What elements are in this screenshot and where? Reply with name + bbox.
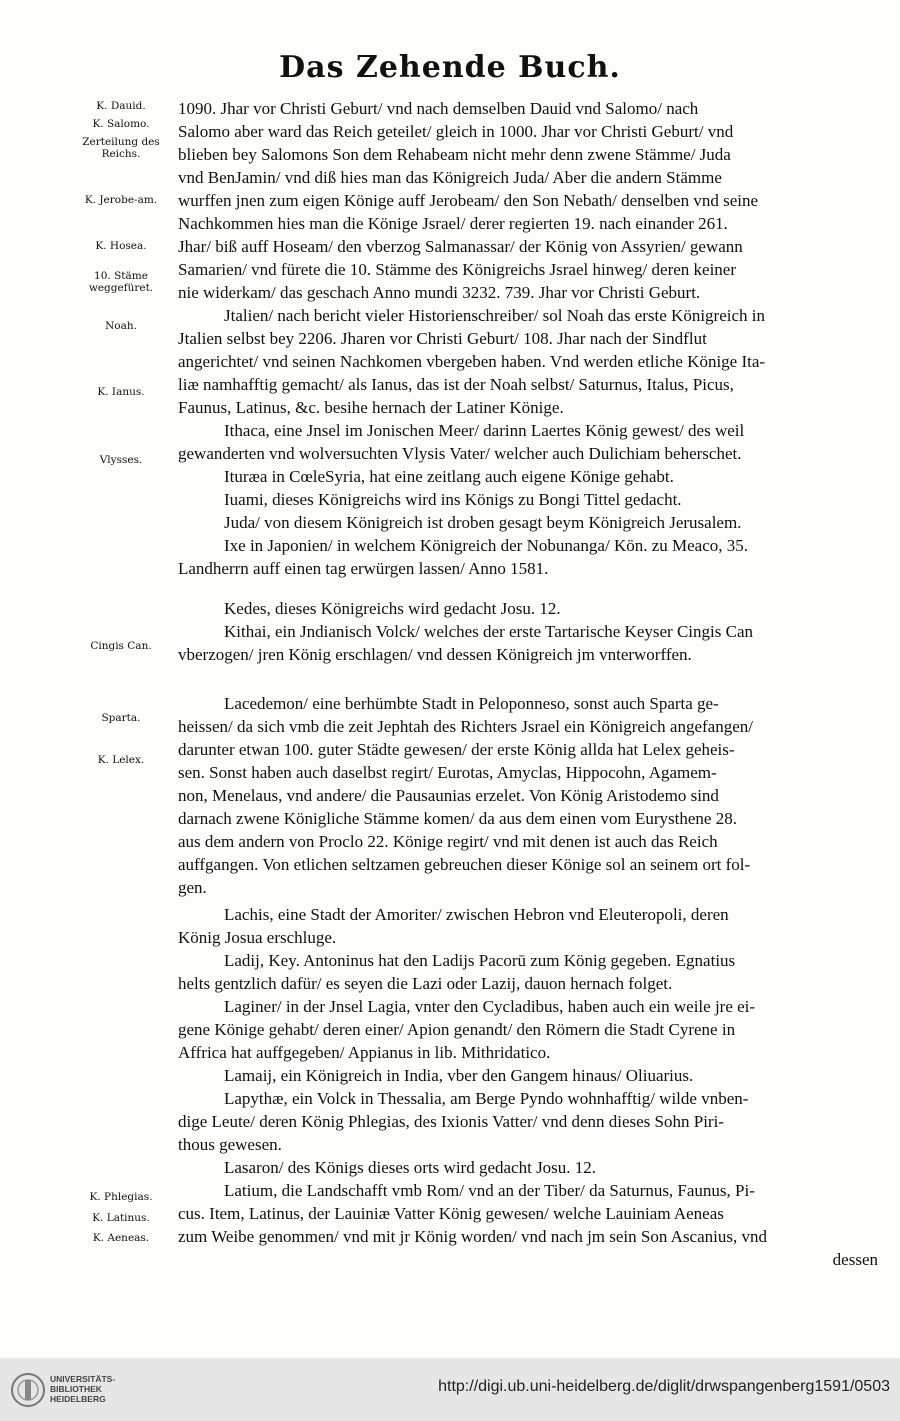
text-line: wurffen jnen zum eigen Könige auff Jerobeam/ den Son Nebath/ denselben vnd seine [178,191,759,210]
text-line: Lapythæ, ein Volck in Thessalia, am Berge Pyndo wohnhafftig/ wilde vnben- [224,1089,749,1108]
text-line: gen. [178,878,207,897]
text-line: Lachis, eine Stadt der Amoriter/ zwischen Hebron vnd Eleuteropoli, deren [224,905,729,924]
margin-note: K. Aeneas. [92,1232,150,1244]
margin-note: Cingis Can. [90,640,152,652]
margin-note: K. Latinus. [92,1212,150,1224]
margin-note: Noah. [105,320,137,332]
text-line: blieben bey Salomons Son dem Rehabeam nicht mehr denn zwene Stämme/ Juda [178,145,731,164]
text-line: Kedes, dieses Königreichs wird gedacht Josu. 12. [224,599,561,618]
margin-note: K. Salomo. [92,118,150,130]
text-line: darunter etwan 100. guter Städte gewesen/ der erste König allda hat Lelex geheis- [178,740,735,759]
text-line: Jtalien selbst bey 2206. Jharen vor Christi Geburt/ 108. Jhar nach der Sindflut [178,329,707,348]
text-line: Faunus, Latinus, &c. besihe hernach der Latiner Könige. [178,398,564,417]
text-line: Ixe in Japonien/ in welchem Königreich der Nobunanga/ Kön. zu Meaco, 35. [224,536,749,555]
text-line: gewanderten vnd wolversuchten Vlysis Vater/ welcher auch Dulichiam beherschet. [178,444,742,463]
text-line: Ithaca, eine Jnsel im Jonischen Meer/ darinn Laertes König gewest/ des weil [224,421,745,440]
text-line: Ituræa in CœleSyria, hat eine zeitlang auch eigene Könige gehabt. [224,467,674,486]
text-line: Samarien/ vnd fürete die 10. Stämme des Königreichs Jsrael hinweg/ deren keiner [178,260,736,279]
text-line: Jtalien/ nach bericht vieler Historienschreiber/ sol Noah das erste Königreich in [224,306,765,325]
text-line: Salomo aber ward das Reich geteilet/ gleich in 1000. Jhar vor Christi Geburt/ vnd [178,122,734,141]
text-line: aus dem andern von Proclo 22. Könige regirt/ vnd mit denen ist auch das Reich [178,832,718,851]
text-line: thous gewesen. [178,1135,282,1154]
library-logo-icon [10,1372,46,1408]
text-line: helts gentzlich dafür/ es seyen die Lazi oder Lazij, dauon hernach folget. [178,974,673,993]
text-line: zum Weibe genommen/ vnd mit jr König worden/ vnd nach jm sein Son Ascanius, vnd [178,1227,767,1246]
text-line: Lasaron/ des Königs dieses orts wird gedacht Josu. 12. [224,1158,597,1177]
text-line: non, Menelaus, vnd andere/ die Pausaunias erzelet. Von König Aristodemo sind [178,786,719,805]
margin-note: K. Lelex. [97,754,145,766]
source-url[interactable]: http://digi.ub.uni-heidelberg.de/diglit/drwspangenberg1591/0503 [438,1378,890,1395]
text-line: Kithai, ein Jndianisch Volck/ welches der erste Tartarische Keyser Cingis Can [224,622,753,641]
text-line: König Josua erschluge. [178,928,337,947]
text-line: Ladij, Key. Antoninus hat den Ladijs Pacorū zum König gegeben. Egnatius [224,951,736,970]
text-line: Laginer/ in der Jnsel Lagia, vnter den Cycladibus, haben auch ein weile jre ei- [224,997,756,1016]
margin-note: 10. Stäme weggefüret. [88,270,154,294]
margin-note: Sparta. [101,712,141,724]
library-name [50,1374,115,1404]
text-line: angerichtet/ vnd seinen Nachkomen vbergeben haben. Vnd werden etliche Könige Ita- [178,352,766,371]
text-line: Landherrn auff einen tag erwürgen lassen/ Anno 1581. [178,559,549,578]
margin-note: K. Jerobe-am. [84,194,158,206]
text-line: vnd BenJamin/ vnd diß hies man das Königreich Juda/ Aber die andern Stämme [178,168,722,187]
text-line: nie widerkam/ das geschach Anno mundi 3232. 739. Jhar vor Christi Geburt. [178,283,701,302]
text-line: Nachkommen hies man die Könige Jsrael/ derer regierten 19. nach einander 261. [178,214,728,233]
text-line: vberzogen/ jren König erschlagen/ vnd dessen Königreich jm vnterworffen. [178,645,692,664]
text-line: 1090. Jhar vor Christi Geburt/ vnd nach demselben Dauid vnd Salomo/ nach [178,99,699,118]
text-line: heissen/ da sich vmb die zeit Jephtah des Richters Jsrael ein Königreich angefangen/ [178,717,753,736]
footer-bar [0,1358,900,1421]
text-line: darnach zwene Königliche Stämme komen/ da aus dem einen vom Eurysthene 28. [178,809,737,828]
text-line: liæ namhafftig gemacht/ als Ianus, das ist der Noah selbst/ Saturnus, Italus, Picus, [178,375,734,394]
text-line: sen. Sonst haben auch daselbst regirt/ Eurotas, Amyclas, Hippocohn, Agamem- [178,763,717,782]
text-line: Juda/ von diesem Königreich ist droben gesagt beym Königreich Jerusalem. [224,513,742,532]
text-line: Latium, die Landschafft vmb Rom/ vnd an der Tiber/ da Saturnus, Faunus, Pi- [224,1181,755,1200]
text-line: cus. Item, Latinus, der Lauiniæ Vatter König gewesen/ welche Lauiniam Aeneas [178,1204,724,1223]
running-title: Das Zehende Buch. [279,50,621,85]
margin-note: Vlysses. [99,454,143,466]
library-name-line: BIBLIOTHEK [50,1384,102,1394]
text-line: gene Könige gehabt/ deren einer/ Apion genandt/ den Römern die Stadt Cyrene in [178,1020,736,1039]
text-line: dige Leute/ deren König Phlegias, des Ixionis Vatter/ vnd denn dieses Sohn Piri- [178,1112,724,1131]
library-name-line: UNIVERSITÄTS- [50,1374,116,1384]
margin-note: K. Dauid. [96,100,146,112]
text-line: auffgangen. Von etlichen seltzamen gebreuchen dieser Könige sol an seinem ort fol- [178,855,751,874]
text-line: Lacedemon/ eine berhümbte Stadt in Peloponneso, sonst auch Sparta ge- [224,694,719,713]
text-line: Jhar/ biß auff Hoseam/ den vberzog Salmanassar/ der König von Assyrien/ gewann [178,237,743,256]
margin-note: K. Hosea. [95,240,147,252]
library-name-line: HEIDELBERG [50,1394,106,1404]
text-line: Iuami, dieses Königreichs wird ins Königs zu Bongi Tittel gedacht. [224,490,682,509]
catchword: dessen [832,1250,878,1269]
text-line: Lamaij, ein Königreich in India, vber den Gangem hinaus/ Oliuarius. [224,1066,694,1085]
margin-note: K. Phlegias. [89,1191,153,1203]
margin-note: Zerteilung des Reichs. [82,136,160,160]
text-line: Affrica hat auffgegeben/ Appianus in lib. Mithridatico. [178,1043,551,1062]
margin-note: K. Ianus. [97,386,145,398]
